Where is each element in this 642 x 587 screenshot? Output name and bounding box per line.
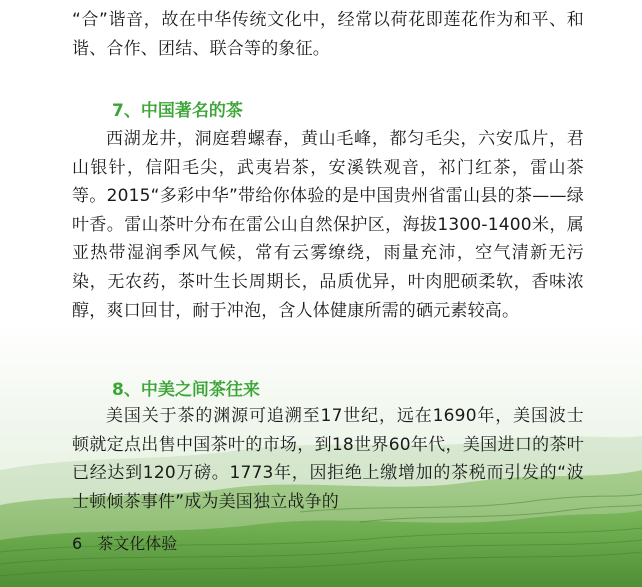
page-number: 6 — [72, 534, 83, 553]
section-7-text: 西湖龙井，洞庭碧螺春，黄山毛峰，都匀毛尖，六安瓜片，君山银针，信阳毛尖，武夷岩茶，安溪铁观音，祁门红茶，雷山茶等。2015“多彩中华”带给你体验的是中国贵州省雷山县的茶——绿叶香。雷山茶叶分布在雷公山自然保护区，海拔1300-1400米，属亚热带湿润季风气候，常有云雾缭绕，雨量充沛，空气清新无污染，无农药，茶叶生长周期长，品质优异，叶肉肥硕柔软，香味浓醇，爽口回甘，耐于冲泡，含人体健康所需的硒元素较高。 — [72, 129, 584, 321]
intro-text: “合”谐音，故在中华传统文化中，经常以荷花即莲花作为和平、和谐、合作、团结、联合等的象征。 — [72, 10, 584, 59]
page-footer — [72, 531, 177, 554]
section-8-heading: 8、中美之间茶往来 — [112, 380, 260, 400]
intro-paragraph — [72, 6, 584, 63]
section-8-body — [72, 402, 584, 516]
section-8-text: 美国关于茶的渊源可追溯至17世纪，远在1690年，美国波士顿就定点出售中国茶叶的市场，到18世界60年代，美国进口的茶叶已经达到120万磅。1773年，因拒绝上缴增加的茶税而引发的“波士顿倾茶事件”成为美国独立战争的 — [72, 406, 584, 512]
section-7-heading: 7、中国著名的茶 — [112, 101, 243, 121]
footer-title: 茶文化体验 — [97, 534, 178, 553]
section-7-body — [72, 125, 584, 325]
